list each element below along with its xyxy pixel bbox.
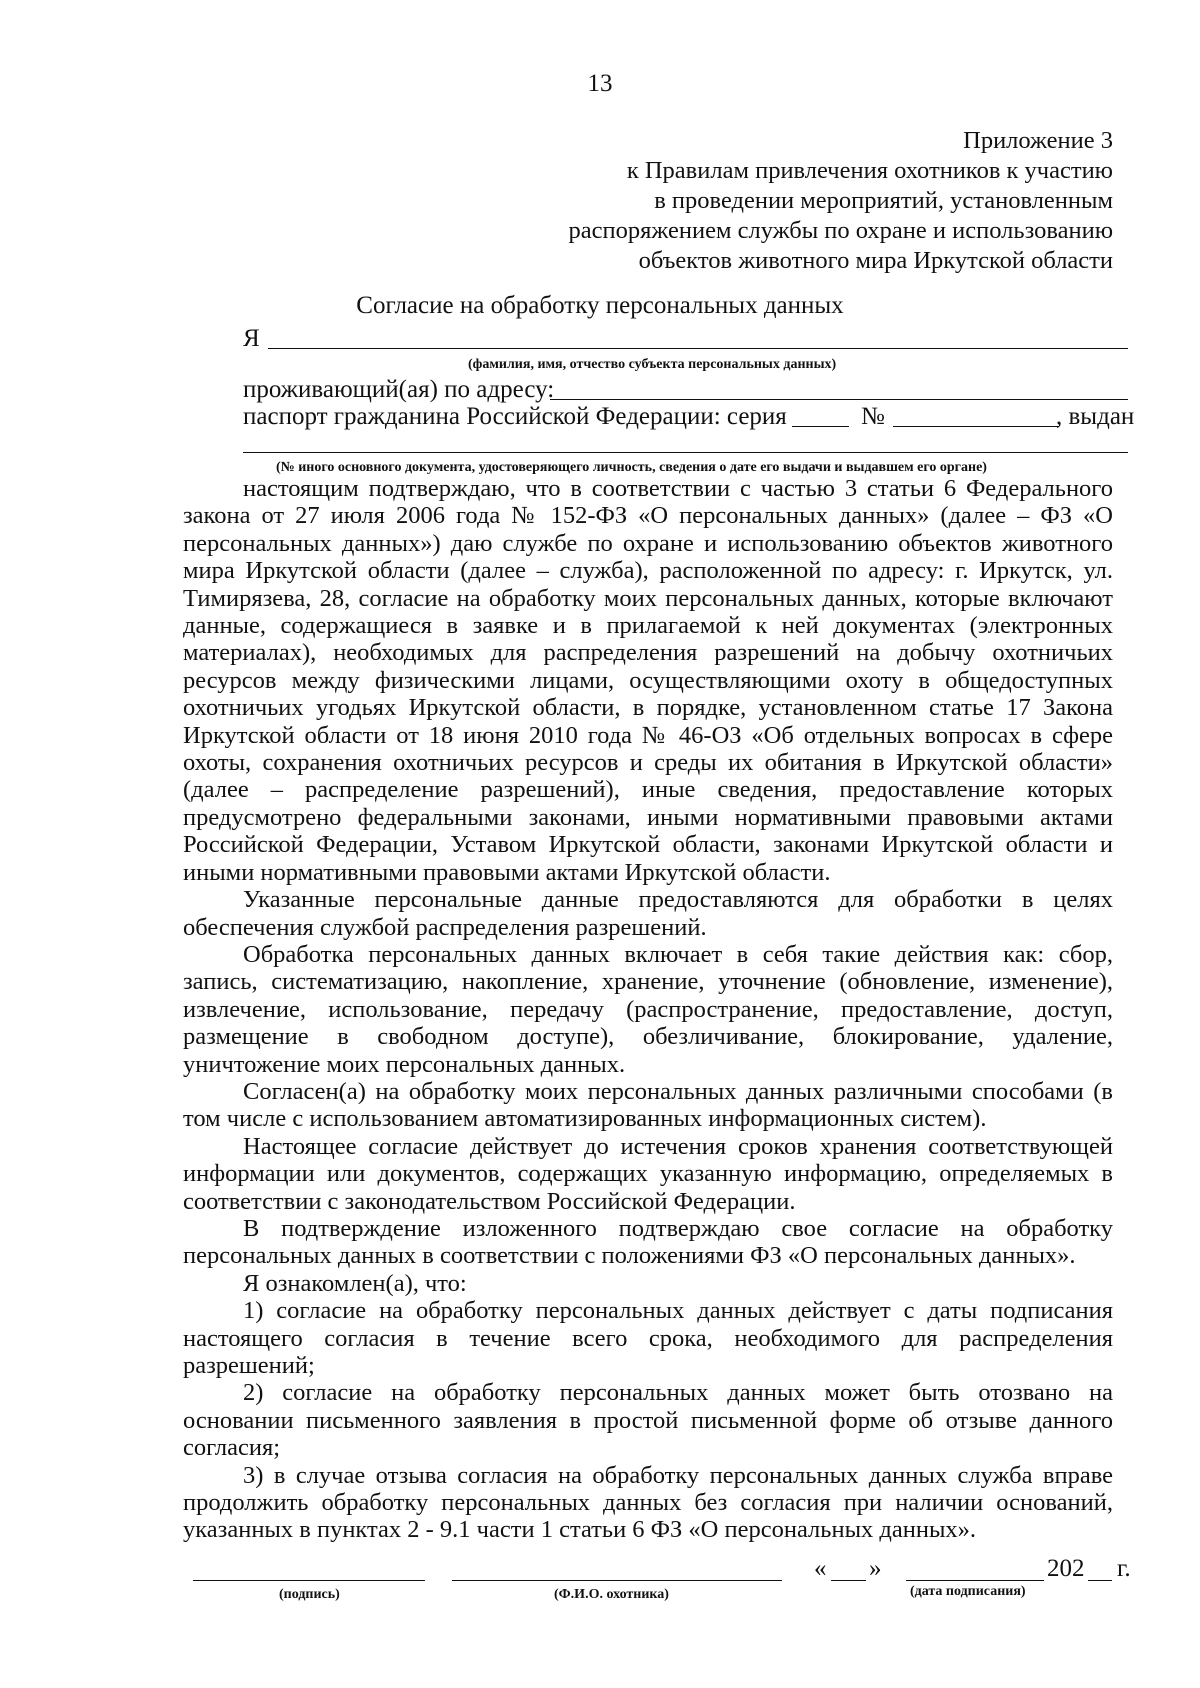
list-item: 3) в случае отзыва согласия на обработку персональных данных служба вправе продолжить обработку персональных данных без согласия при наличии оснований, указанных в пунктах 2 - 9.1 части 1 статьи 6 ФЗ «О персональных данных». xyxy=(183,1461,1113,1544)
other-document-line[interactable] xyxy=(243,452,1128,453)
month-line[interactable] xyxy=(906,1580,1044,1581)
day-line[interactable] xyxy=(831,1580,866,1581)
passport-number-line[interactable] xyxy=(893,426,1059,427)
date-close-quote: » xyxy=(869,1555,882,1582)
signature-caption: (подпись) xyxy=(279,1587,340,1602)
year-prefix: 202 xyxy=(1047,1555,1085,1582)
paragraph: Настоящее согласие действует до истечения сроков хранения соответствующей информации или документов, содержащих указанную информацию, определяемых в соответствии с законодательством Российской Федерации. xyxy=(183,1132,1113,1215)
date-caption: (дата подписания) xyxy=(910,1584,1026,1599)
other-document-caption: (№ иного основного документа, удостоверяющего личность, сведения о дате его выдачи и выдавшем его органе) xyxy=(276,460,987,475)
appendix-line: к Правилам привлечения охотников к участию xyxy=(626,157,1113,184)
paragraph: Указанные персональные данные предоставляются для обработки в целях обеспечения службой распределения разрешений. xyxy=(183,886,1113,941)
fio-signature-caption: (Ф.И.О. охотника) xyxy=(554,1587,669,1602)
number-sign: № xyxy=(861,403,885,430)
address-label: проживающий(ая) по адресу: xyxy=(243,376,555,403)
list-item: 2) согласие на обработку персональных данных может быть отозвано на основании письменного заявления в простой письменной форме об отзыве данного согласия; xyxy=(183,1379,1113,1462)
appendix-block xyxy=(569,126,1113,276)
paragraph-main: настоящим подтверждаю, что в соответствии с частью 3 статьи 6 Федерального закона от 27 июля 2006 года № 152-ФЗ «О персональных данных» (далее – ФЗ «О персональных данных») даю службе по охране и использованию объектов животного мира Иркутской области (далее – служба), расположенной по адресу: г. Иркутск, ул. Тимирязева, 28, согласие на обработку моих персональных данных, которые включают данные, содержащиеся в заявке и в прилагаемой к ней документах (электронных материалах), необходимых для распределения разрешений на добычу охотничьих ресурсов между физическими лицами, осуществляющими охоту в общедоступных охотничьих угодьях Иркутской области, в порядке, установленном статье 17 Закона Иркутской области от 18 июня 2010 года № 46-ОЗ «Об отдельных вопросах в сфере охоты, сохранения охотничьих ресурсов и среды их обитания в Иркутской области» (далее – распределение разрешений), иные сведения, предоставление которых предусмотрено федеральными законами, иными нормативными правовыми актами Российской Федерации, Уставом Иркутской области, законами Иркутской области и иными нормативными правовыми актами Иркутской области. xyxy=(183,475,1113,886)
list-item: 1) согласие на обработку персональных данных действует с даты подписания настоящего согласия в течение всего срока, необходимого для распределения разрешений; xyxy=(183,1297,1113,1379)
appendix-line: в проведении мероприятий, установленным xyxy=(654,187,1113,214)
year-suffix: г. xyxy=(1117,1555,1131,1582)
ya-label: Я xyxy=(243,325,260,352)
address-line[interactable] xyxy=(550,399,1128,400)
appendix-line: распоряжением службы по охране и использованию xyxy=(568,217,1113,244)
passport-series-line[interactable] xyxy=(792,426,849,427)
document-title: Согласие на обработку персональных данных xyxy=(356,292,844,319)
fio-caption: (фамилия, имя, отчество субъекта персональных данных) xyxy=(468,357,837,372)
fio-line[interactable] xyxy=(268,348,1128,349)
paragraph: Согласен(а) на обработку моих персональных данных различными способами (в том числе с использованием автоматизированных информационных систем). xyxy=(183,1077,1113,1133)
fio-signature-line[interactable] xyxy=(452,1580,782,1581)
paragraph: Обработка персональных данных включает в себя такие действия как: сбор, запись, систематизацию, накопление, хранение, уточнение (обновление, изменение), извлечение, использование, передачу (распространение, предоставление, доступ, размещение в свободном доступе), обезличивание, блокирование, удаление, уничтожение моих персональных данных. xyxy=(183,940,1113,1078)
appendix-line: объектов животного мира Иркутской области xyxy=(638,247,1113,274)
date-open-quote: « xyxy=(814,1555,827,1582)
appendix-line: Приложение 3 xyxy=(963,127,1113,154)
issued-label: , выдан xyxy=(1056,403,1135,430)
paragraph: В подтверждение изложенного подтверждаю свое согласие на обработку персональных данных в соответствии с положениями ФЗ «О персональных данных». xyxy=(183,1214,1113,1270)
signature-line[interactable] xyxy=(193,1580,425,1581)
passport-label: паспорт гражданина Российской Федерации: серия xyxy=(243,403,787,430)
paragraph: Я ознакомлен(а), что: xyxy=(243,1269,467,1297)
year-line[interactable] xyxy=(1088,1580,1112,1581)
consent-body xyxy=(183,475,1113,1544)
page-number: 13 xyxy=(587,70,613,97)
